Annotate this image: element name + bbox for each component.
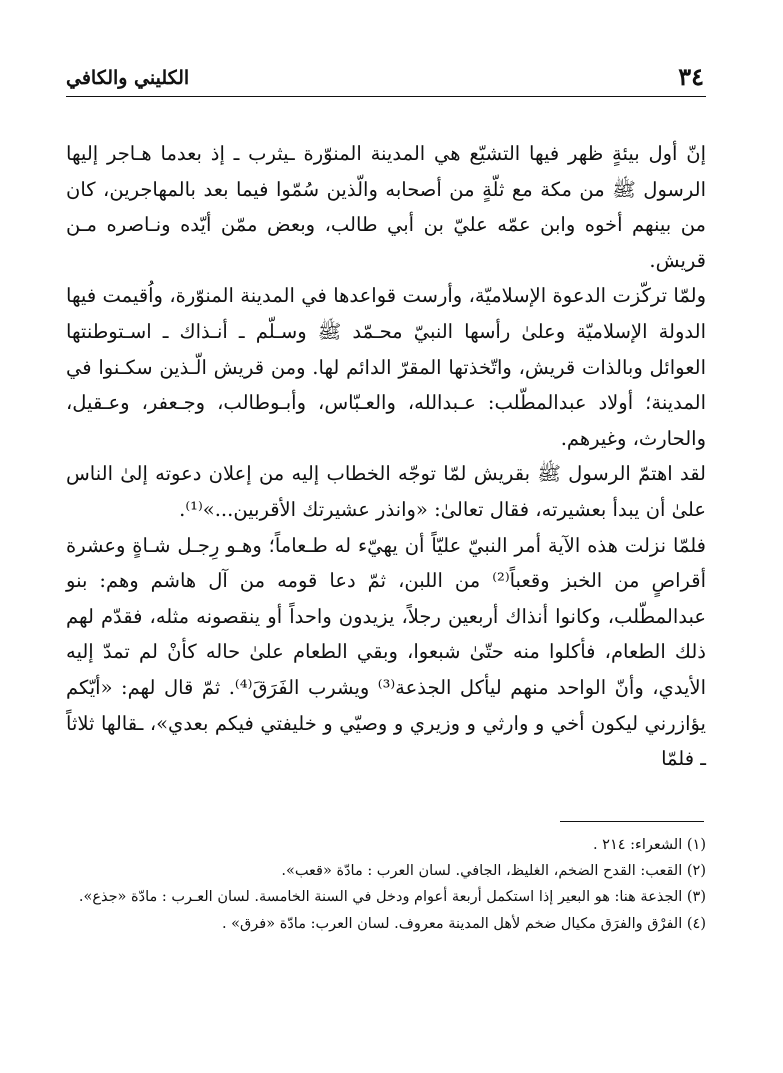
running-title: الكليني والكافي (66, 67, 190, 89)
footnote: (٣) الجذعة هنا: هو البعير إذا استكمل أربعة أعوام ودخل في السنة الخامسة. لسان العـرب : مادّة «جذع». (78, 889, 706, 906)
footnote: (٢) القعب: القدح الضخم، الغليظ، الجافي. لسان العرب : مادّة «قعب». (281, 863, 706, 880)
header-divider (66, 96, 706, 97)
page-header (66, 62, 704, 92)
main-text (66, 136, 706, 777)
footnote-divider (560, 821, 704, 822)
footnote: (١) الشعراء: ٢١٤ . (592, 837, 706, 853)
footnote: (٤) الفرْق والفرَق مكيال ضخم لأهل المدينة معروف. لسان العرب: مادّة «فرق» . (221, 915, 706, 932)
paragraph: لقد اهتمّ الرسول ﷺ بقريش لمّا توجّه الخطاب إليه من إعلان دعوته إلىٰ الناس علىٰ أن يبدأ بعشيرته، فقال تعالىٰ: «وانذر عشيرتك الأقربين...»⁽¹⁾. (66, 462, 706, 521)
paragraph: فلمّا نزلت هذه الآية أمر النبيّ عليّاً أن يهيّء له طـعاماً؛ وهـو رِجـل شـاةٍ وعشرة أقراصٍ من الخبز وقعباً⁽²⁾ من اللبن، ثمّ دعا قومه من آل هاشم وهم: بنو عبدالمطّلب، وكانوا أنذاك أربعين رجلاً، يزيدون واحداً أو ينقصونه مثله، فقدّم لهم ذلك الطعام، فأكلوا منه حتّىٰ شبعوا، وبقي الطعام علىٰ حاله كأنْ لم تمدّ إليه الأيدي، وأنّ الواحد منهم ليأكل الجذعة⁽³⁾ ويشرب الفَرَقَ⁽⁴⁾. ثمّ قال لهم: «أيّكم يؤازرني ليكون أخي و وارثي و وزيري و وصيّي و خليفتي فيكم بعدي»، ـقالها ثلاثاً ـ فلمّا (66, 533, 706, 771)
page-number: ٣٤ (678, 62, 704, 91)
footnotes (66, 832, 706, 937)
paragraph: ولمّا تركّزت الدعوة الإسلاميّة، وأرست قواعدها في المدينة المنوّرة، واُقيمت فيها الدولة الإسلاميّة وعلىٰ رأسها النبيّ محـمّد ﷺ وسـلّم ـ أنـذاك ـ اسـتوطنتها العوائل وبالذات قريش، واتّخذتها المقرّ الدائم لها. ومن قريش الّـذين سكـنوا في المدينة؛ أولاد عبدالمطّلب: عـبدالله، والعـبّاس، وأبـوطالب، وجـعفر، وعـقيل، والحارث، وغيرهم. (66, 284, 706, 450)
paragraph: إنّ أول بيئةٍ ظهر فيها التشيّع هي المدينة المنوّرة ـيثرب ـ إذ بعدما هـاجر إليها الرسول ﷺ من مكة مع ثلّةٍ من أصحابه والّذين سُمّوا فيما بعد بالمهاجرين، كان من بينهم أخوه وابن عمّه عليّ بن أبي طالب، وبعض ممّن أيّده ونـاصره مـن قريش. (66, 142, 706, 272)
